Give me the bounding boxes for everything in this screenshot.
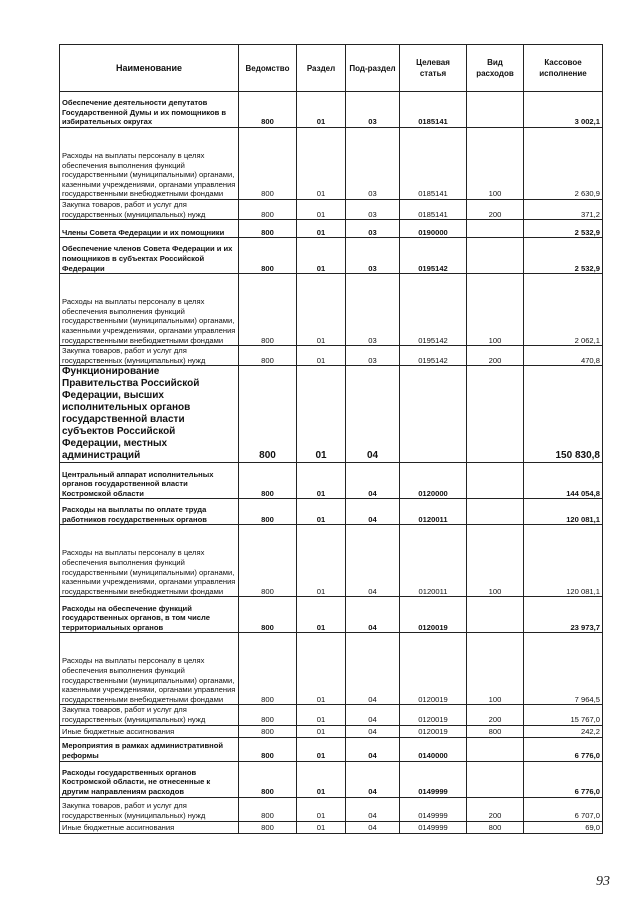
table-row [60, 821, 603, 833]
row-kind-cell [467, 238, 524, 274]
row-target-cell: 0149999 [400, 797, 467, 821]
row-subsection-cell: 04 [346, 797, 400, 821]
row-name-cell: Расходы на выплаты персоналу в целях обеспечения выполнения функций государственными (муниципальными) органами, казенными учреждениями, органами управления государственными внебюджетными фондами [60, 274, 239, 346]
row-cash-cell: 6 776,0 [524, 737, 603, 761]
table-row [60, 597, 603, 633]
row-subsection-cell: 04 [346, 737, 400, 761]
row-subsection-cell: 03 [346, 92, 400, 128]
row-cash-cell: 2 062,1 [524, 274, 603, 346]
row-dept-cell: 800 [239, 525, 297, 597]
row-target-cell: 0120000 [400, 463, 467, 499]
row-target-cell: 0120011 [400, 499, 467, 525]
row-name-cell: Закупка товаров, работ и услуг для государственных (муниципальных) нужд [60, 705, 239, 725]
row-subsection-cell: 03 [346, 238, 400, 274]
row-section-cell: 01 [297, 737, 346, 761]
row-dept-cell: 800 [239, 821, 297, 833]
row-section-cell: 01 [297, 366, 346, 463]
row-dept-cell: 800 [239, 737, 297, 761]
row-section-cell: 01 [297, 499, 346, 525]
row-target-cell [400, 366, 467, 463]
row-dept-cell: 800 [239, 220, 297, 238]
table-row [60, 633, 603, 705]
row-kind-cell [467, 499, 524, 525]
row-dept-cell: 800 [239, 633, 297, 705]
page-number: 93 [596, 874, 610, 889]
row-cash-cell: 2 532,9 [524, 238, 603, 274]
row-target-cell: 0190000 [400, 220, 467, 238]
row-name-cell: Закупка товаров, работ и услуг для государственных (муниципальных) нужд [60, 797, 239, 821]
row-cash-cell: 470,8 [524, 346, 603, 366]
row-subsection-cell: 04 [346, 821, 400, 833]
row-name-cell: Расходы на выплаты по оплате труда работников государственных органов [60, 499, 239, 525]
row-cash-cell: 7 964,5 [524, 633, 603, 705]
row-dept-cell: 800 [239, 499, 297, 525]
row-section-cell: 01 [297, 220, 346, 238]
row-name-cell: Расходы на выплаты персоналу в целях обеспечения выполнения функций государственными (муниципальными) органами, казенными учреждениями, органами управления государственными внебюджетными фондами [60, 128, 239, 200]
row-dept-cell: 800 [239, 346, 297, 366]
row-subsection-cell: 03 [346, 346, 400, 366]
row-name-cell: Центральный аппарат исполнительных органов государственной власти Костромской области [60, 463, 239, 499]
row-dept-cell: 800 [239, 366, 297, 463]
header-kind: Вид расходов [467, 45, 524, 92]
row-name-cell: Расходы на обеспечение функций государственных органов, в том числе территориальных органов [60, 597, 239, 633]
row-dept-cell: 800 [239, 463, 297, 499]
row-subsection-cell: 03 [346, 200, 400, 220]
row-name-cell: Закупка товаров, работ и услуг для государственных (муниципальных) нужд [60, 346, 239, 366]
row-kind-cell [467, 366, 524, 463]
header-dept: Ведомство [239, 45, 297, 92]
row-kind-cell: 200 [467, 346, 524, 366]
table-row [60, 525, 603, 597]
row-name-cell: Расходы на выплаты персоналу в целях обеспечения выполнения функций государственными (муниципальными) органами, казенными учреждениями, органами управления государственными внебюджетными фондами [60, 525, 239, 597]
row-kind-cell: 100 [467, 128, 524, 200]
row-dept-cell: 800 [239, 128, 297, 200]
row-subsection-cell: 04 [346, 366, 400, 463]
table-row [60, 463, 603, 499]
table-row [60, 220, 603, 238]
row-kind-cell: 800 [467, 725, 524, 737]
row-target-cell: 0185141 [400, 128, 467, 200]
row-section-cell: 01 [297, 597, 346, 633]
row-kind-cell: 100 [467, 274, 524, 346]
row-dept-cell: 800 [239, 797, 297, 821]
row-kind-cell [467, 737, 524, 761]
row-cash-cell: 150 830,8 [524, 366, 603, 463]
row-subsection-cell: 04 [346, 761, 400, 797]
row-target-cell: 0140000 [400, 737, 467, 761]
row-dept-cell: 800 [239, 761, 297, 797]
row-section-cell: 01 [297, 705, 346, 725]
row-kind-cell: 200 [467, 705, 524, 725]
row-cash-cell: 2 532,9 [524, 220, 603, 238]
table-row [60, 200, 603, 220]
table-row [60, 797, 603, 821]
table-row [60, 366, 603, 463]
row-section-cell: 01 [297, 346, 346, 366]
row-target-cell: 0195142 [400, 346, 467, 366]
row-section-cell: 01 [297, 128, 346, 200]
row-dept-cell: 800 [239, 274, 297, 346]
table-row [60, 92, 603, 128]
row-cash-cell: 242,2 [524, 725, 603, 737]
row-subsection-cell: 03 [346, 274, 400, 346]
row-target-cell: 0120019 [400, 705, 467, 725]
row-section-cell: 01 [297, 761, 346, 797]
row-name-cell: Закупка товаров, работ и услуг для государственных (муниципальных) нужд [60, 200, 239, 220]
header-name: Наименование [60, 45, 239, 92]
row-name-cell: Иные бюджетные ассигнования [60, 725, 239, 737]
row-name-cell: Обеспечение членов Совета Федерации и их помощников в субъектах Российской Федерации [60, 238, 239, 274]
row-kind-cell: 200 [467, 797, 524, 821]
header-cash: Кассовое исполнение [524, 45, 603, 92]
row-kind-cell [467, 92, 524, 128]
row-kind-cell: 200 [467, 200, 524, 220]
table-row [60, 274, 603, 346]
table-row [60, 725, 603, 737]
row-cash-cell: 3 002,1 [524, 92, 603, 128]
row-name-cell: Обеспечение деятельности депутатов Государственной Думы и их помощников в избирательных округах [60, 92, 239, 128]
row-cash-cell: 6 776,0 [524, 761, 603, 797]
row-name-cell: Функционирование Правительства Российской Федерации, высших исполнительных органов государственной власти субъектов Российской Федерации, местных администраций [60, 366, 239, 463]
table-header-row [60, 45, 603, 92]
table-row [60, 499, 603, 525]
row-cash-cell: 2 630,9 [524, 128, 603, 200]
row-section-cell: 01 [297, 274, 346, 346]
row-subsection-cell: 04 [346, 725, 400, 737]
row-cash-cell: 371,2 [524, 200, 603, 220]
row-cash-cell: 120 081,1 [524, 525, 603, 597]
row-subsection-cell: 04 [346, 525, 400, 597]
row-dept-cell: 800 [239, 200, 297, 220]
row-section-cell: 01 [297, 200, 346, 220]
row-kind-cell [467, 220, 524, 238]
row-cash-cell: 6 707,0 [524, 797, 603, 821]
row-target-cell: 0195142 [400, 238, 467, 274]
row-kind-cell [467, 463, 524, 499]
row-kind-cell [467, 761, 524, 797]
row-dept-cell: 800 [239, 92, 297, 128]
row-cash-cell: 23 973,7 [524, 597, 603, 633]
row-kind-cell: 100 [467, 525, 524, 597]
row-subsection-cell: 04 [346, 633, 400, 705]
table-body [60, 92, 603, 834]
row-dept-cell: 800 [239, 725, 297, 737]
row-target-cell: 0149999 [400, 821, 467, 833]
row-subsection-cell: 04 [346, 597, 400, 633]
row-section-cell: 01 [297, 525, 346, 597]
row-target-cell: 0149999 [400, 761, 467, 797]
row-subsection-cell: 03 [346, 220, 400, 238]
row-cash-cell: 144 054,8 [524, 463, 603, 499]
table-row [60, 705, 603, 725]
row-name-cell: Расходы на выплаты персоналу в целях обеспечения выполнения функций государственными (муниципальными) органами, казенными учреждениями, органами управления государственными внебюджетными фондами [60, 633, 239, 705]
table-row [60, 128, 603, 200]
table-row [60, 737, 603, 761]
row-target-cell: 0120019 [400, 633, 467, 705]
row-kind-cell: 100 [467, 633, 524, 705]
row-section-cell: 01 [297, 463, 346, 499]
row-target-cell: 0185141 [400, 92, 467, 128]
row-target-cell: 0185141 [400, 200, 467, 220]
row-subsection-cell: 03 [346, 128, 400, 200]
row-name-cell: Члены Совета Федерации и их помощники [60, 220, 239, 238]
row-dept-cell: 800 [239, 705, 297, 725]
row-section-cell: 01 [297, 92, 346, 128]
row-target-cell: 0120011 [400, 525, 467, 597]
row-section-cell: 01 [297, 633, 346, 705]
header-subsection: Под-раздел [346, 45, 400, 92]
row-section-cell: 01 [297, 725, 346, 737]
row-kind-cell [467, 597, 524, 633]
row-section-cell: 01 [297, 238, 346, 274]
row-cash-cell: 69,0 [524, 821, 603, 833]
table-row [60, 346, 603, 366]
row-cash-cell: 120 081,1 [524, 499, 603, 525]
row-section-cell: 01 [297, 821, 346, 833]
row-subsection-cell: 04 [346, 463, 400, 499]
table-row [60, 761, 603, 797]
table-row [60, 238, 603, 274]
row-target-cell: 0195142 [400, 274, 467, 346]
header-target: Целевая статья [400, 45, 467, 92]
row-name-cell: Расходы государственных органов Костромской области, не отнесенные к другим направлениям расходов [60, 761, 239, 797]
row-kind-cell: 800 [467, 821, 524, 833]
row-section-cell: 01 [297, 797, 346, 821]
row-target-cell: 0120019 [400, 725, 467, 737]
row-dept-cell: 800 [239, 597, 297, 633]
row-target-cell: 0120019 [400, 597, 467, 633]
row-subsection-cell: 04 [346, 705, 400, 725]
row-name-cell: Мероприятия в рамках административной реформы [60, 737, 239, 761]
budget-table [59, 44, 603, 834]
row-cash-cell: 15 767,0 [524, 705, 603, 725]
row-dept-cell: 800 [239, 238, 297, 274]
row-subsection-cell: 04 [346, 499, 400, 525]
header-section: Раздел [297, 45, 346, 92]
row-name-cell: Иные бюджетные ассигнования [60, 821, 239, 833]
